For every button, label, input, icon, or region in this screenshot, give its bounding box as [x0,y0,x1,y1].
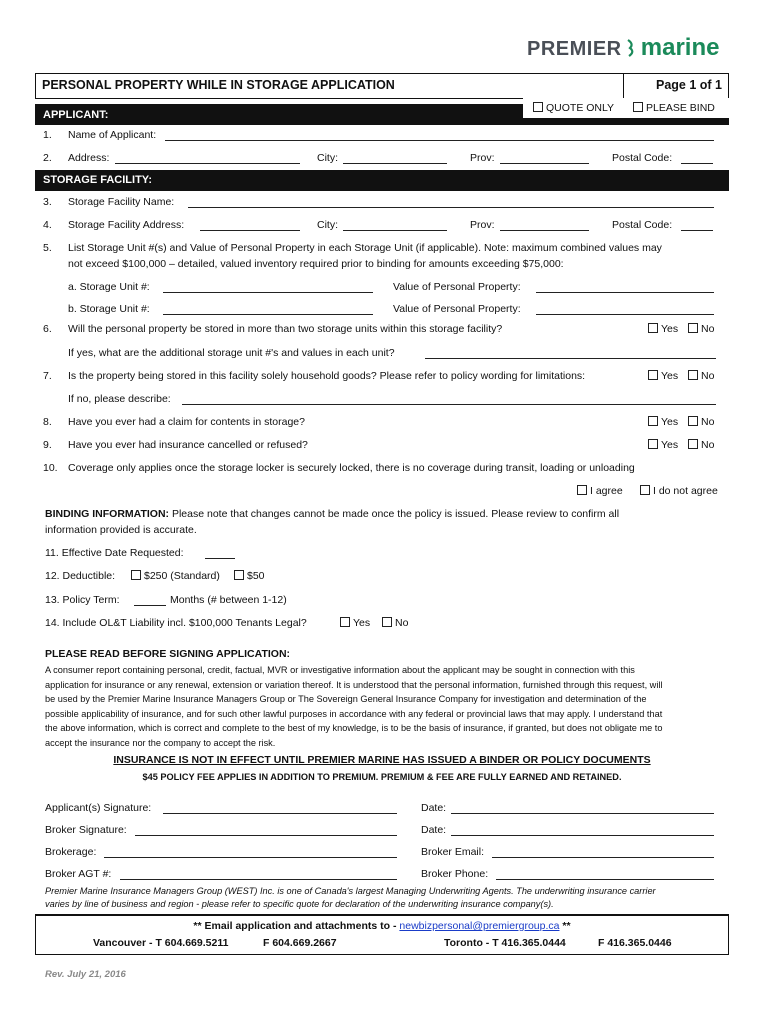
q3-number: 3. [43,196,52,208]
city-label: City: [317,152,338,164]
postal-code-label: Postal Code: [612,152,673,164]
contact-box [35,914,729,955]
q5-text-line2: not exceed $100,000 – detailed, valued inventory required prior to binding for amounts exceeding $75,000: [68,258,564,270]
q6-no-label: No [701,323,715,335]
value-a-label: Value of Personal Property: [393,281,521,293]
brokerage-label: Brokerage: [45,846,97,858]
value-b-field[interactable] [536,303,714,315]
olt-liability-label: 14. Include OL&T Liability incl. $100,000 Tenants Legal? [45,617,307,629]
broker-phone-label: Broker Phone: [421,868,489,880]
q10-text: Coverage only applies once the storage locker is securely locked, there is no coverage during transit, loading or unloading [68,462,635,474]
q7-yes-option[interactable] [648,370,678,382]
broker-signature-field[interactable] [135,824,397,836]
broker-agt-label: Broker AGT #: [45,868,112,880]
effective-date-field[interactable] [205,547,235,559]
facility-city-label: City: [317,219,338,231]
logo-wave-icon [627,39,635,57]
disclosure-line1: A consumer report containing personal, credit, factual, MVR or investigative information about the applicant may be sought in connection with this [45,665,635,675]
q8-number: 8. [43,416,52,428]
city-field[interactable] [343,152,447,164]
olt-yes-label: Yes [353,617,371,629]
q9-no-label: No [701,439,715,451]
q9-text: Have you ever had insurance cancelled or refused? [68,439,308,451]
q7-yes-label: Yes [661,370,679,382]
effective-date-label: 11. Effective Date Requested: [45,547,184,559]
footer-note-line1: Premier Marine Insurance Managers Group (WEST) Inc. is one of Canada's largest Managing Underwriting Agents. The underwriting insurance carrier [45,886,656,896]
q7-text: Is the property being stored in this facility solely household goods? Please refer to policy wording for limitations: [68,370,586,382]
postal-code-field[interactable] [681,152,713,164]
q2-number: 2. [43,152,52,164]
q6-yes-option[interactable] [648,323,678,335]
footer-note [45,885,656,911]
q1-number: 1. [43,129,52,141]
please-bind-checkbox[interactable] [633,102,643,112]
storage-facility-address-label: Storage Facility Address: [68,219,185,231]
q10-number: 10. [43,462,58,474]
q9-number: 9. [43,439,52,451]
q9-yes-checkbox[interactable] [648,439,658,449]
q5-text-line1: List Storage Unit #(s) and Value of Personal Property in each Storage Unit (if applicable). Note: maximum combined values may [68,242,662,254]
binding-info-text2: information provided is accurate. [45,524,197,536]
applicant-signature-field[interactable] [163,802,397,814]
q9-yes-option[interactable] [648,439,678,451]
q7-followup-field[interactable] [182,393,716,405]
q7-followup-label: If no, please describe: [68,393,171,405]
facility-city-field[interactable] [343,219,447,231]
vancouver-phone: Vancouver - T 604.669.5211 [93,937,229,949]
footer-note-line2: varies by line of business and region - please refer to specific quote for declaration of the underwriting insurance company(s). [45,899,554,909]
email-link[interactable]: newbizpersonal@premiergroup.ca [399,920,560,932]
agree-option[interactable] [577,485,623,497]
q6-text: Will the personal property be stored in more than two storage units within this storage facility? [68,323,503,335]
storage-unit-b-field[interactable] [163,303,373,315]
storage-unit-a-label: a. Storage Unit #: [68,281,150,293]
q7-number: 7. [43,370,52,382]
q7-no-option[interactable] [688,370,714,382]
disagree-label: I do not agree [653,485,718,497]
q7-no-label: No [701,370,715,382]
page-number-box [623,74,728,98]
disclosure-line4: possible applicability of insurance, and for such other lawful purposes in accordance with any federal or provincial laws that may apply. I understand that [45,708,663,719]
deductible-250-checkbox[interactable] [131,570,141,580]
disclosure-line3: be used by the Premier Marine Insurance Managers Group or The Sovereign General Insurance Company for investigation and determination of the [45,694,647,705]
policy-term-label: 13. Policy Term: [45,594,120,606]
brokerage-field[interactable] [104,846,397,858]
deductible-50-checkbox[interactable] [234,570,244,580]
q8-yes-checkbox[interactable] [648,416,658,426]
disagree-option[interactable] [640,485,718,497]
q7-no-checkbox[interactable] [688,370,698,380]
disclosure-line2: application for insurance or any renewal, extension or variation thereof. It is understood that the personal information, furnished through this request, will [45,679,663,690]
disclosure-paragraph [45,663,662,751]
binding-info-heading: BINDING INFORMATION: [45,508,170,520]
address-field[interactable] [115,152,300,164]
q8-text: Have you ever had a claim for contents in storage? [68,416,305,428]
date1-field[interactable] [451,802,714,814]
broker-email-label: Broker Email: [421,846,485,858]
facility-postal-code-field[interactable] [681,219,713,231]
agree-label: I agree [590,485,623,497]
q8-yes-option[interactable] [648,416,678,428]
storage-facility-heading: STORAGE FACILITY: [43,174,152,186]
q6-followup-label: If yes, what are the additional storage unit #'s and values in each unit? [68,347,395,359]
q6-followup-field[interactable] [425,347,716,359]
page-number: Page 1 of 1 [656,78,722,92]
olt-no-option[interactable] [382,617,408,629]
quote-only-label: QUOTE ONLY [546,102,615,114]
address-label: Address: [68,152,110,164]
storage-unit-b-label: b. Storage Unit #: [68,303,150,315]
quote-only-option[interactable] [533,102,614,114]
q8-no-label: No [701,416,715,428]
name-of-applicant-field[interactable] [165,129,714,141]
date2-field[interactable] [451,824,714,836]
q6-no-checkbox[interactable] [688,323,698,333]
binding-info-line1 [45,508,619,520]
deductible-label: 12. Deductible: [45,570,116,582]
not-in-effect-notice: INSURANCE IS NOT IN EFFECT UNTIL PREMIER MARINE HAS ISSUED A BINDER OR POLICY DOCUMENTS [113,754,651,766]
q5-number: 5. [43,242,52,254]
policy-term-suffix: Months (# between 1-12) [170,594,287,606]
agree-checkbox[interactable] [577,485,587,495]
deductible-250-label: $250 (Standard) [144,570,220,582]
policy-fee-notice: $45 POLICY FEE APPLIES IN ADDITION TO PREMIUM. PREMIUM & FEE ARE FULLY EARNED AND RETAINED. [142,772,622,782]
deductible-50-label: $50 [247,570,265,582]
q8-yes-label: Yes [661,416,679,428]
binding-info-text1: Please note that changes cannot be made once the policy is issued. Please review to confirm all [171,508,620,520]
applicant-heading: APPLICANT: [43,109,109,121]
disclosure-line5: the above information, which is correct and complete to the best of my knowledge, is to be the basis of insurance, if granted, but does not obligate me to [45,723,663,734]
vancouver-fax: F 604.669.2667 [263,937,337,949]
form-header [35,73,729,99]
company-logo [527,36,719,61]
logo-word-premier: PREMIER [527,38,622,60]
q6-yes-checkbox[interactable] [648,323,658,333]
olt-yes-option[interactable] [340,617,370,629]
form-title: PERSONAL PROPERTY WHILE IN STORAGE APPLICATION [42,78,395,92]
storage-facility-address-field[interactable] [200,219,300,231]
q6-no-option[interactable] [688,323,714,335]
value-a-field[interactable] [536,281,714,293]
broker-agt-field[interactable] [120,868,397,880]
storage-facility-section-bar [35,170,729,191]
email-prefix: ** Email application and attachments to - [193,920,400,932]
q9-no-checkbox[interactable] [688,439,698,449]
q6-number: 6. [43,323,52,335]
policy-term-field[interactable] [134,594,166,606]
toronto-phone: Toronto - T 416.365.0444 [444,937,566,949]
q9-yes-label: Yes [661,439,679,451]
olt-no-checkbox[interactable] [382,617,392,627]
please-read-heading: PLEASE READ BEFORE SIGNING APPLICATION: [45,648,291,660]
logo-word-marine: marine [640,34,720,61]
q6-yes-label: Yes [661,323,679,335]
email-instruction [36,920,728,932]
olt-yes-checkbox[interactable] [340,617,350,627]
q4-number: 4. [43,219,52,231]
applicant-signature-label: Applicant(s) Signature: [45,802,152,814]
please-bind-option[interactable] [633,102,715,114]
storage-facility-name-label: Storage Facility Name: [68,196,175,208]
prov-field[interactable] [500,152,589,164]
applicant-section-bar [35,104,729,125]
disclosure-line6: accept the insurance nor the company to accept the risk. [45,737,276,748]
email-suffix: ** [559,920,571,932]
storage-unit-a-field[interactable] [163,281,373,293]
q8-no-checkbox[interactable] [688,416,698,426]
prov-label: Prov: [470,152,495,164]
storage-facility-name-field[interactable] [188,196,714,208]
q7-yes-checkbox[interactable] [648,370,658,380]
q8-no-option[interactable] [688,416,714,428]
broker-email-field[interactable] [492,846,714,858]
revision-date: Rev. July 21, 2016 [45,969,126,980]
q9-no-option[interactable] [688,439,714,451]
olt-no-label: No [395,617,409,629]
disagree-checkbox[interactable] [640,485,650,495]
date2-label: Date: [421,824,447,836]
date1-label: Date: [421,802,447,814]
deductible-50-option[interactable] [234,570,265,582]
quote-only-checkbox[interactable] [533,102,543,112]
facility-postal-code-label: Postal Code: [612,219,673,231]
toronto-fax: F 416.365.0446 [598,937,672,949]
facility-prov-label: Prov: [470,219,495,231]
broker-phone-field[interactable] [496,868,714,880]
name-of-applicant-label: Name of Applicant: [68,129,157,141]
value-b-label: Value of Personal Property: [393,303,521,315]
deductible-250-option[interactable] [131,570,220,582]
broker-signature-label: Broker Signature: [45,824,127,836]
please-bind-label: PLEASE BIND [646,102,715,114]
facility-prov-field[interactable] [500,219,589,231]
bind-options-box [523,98,729,118]
